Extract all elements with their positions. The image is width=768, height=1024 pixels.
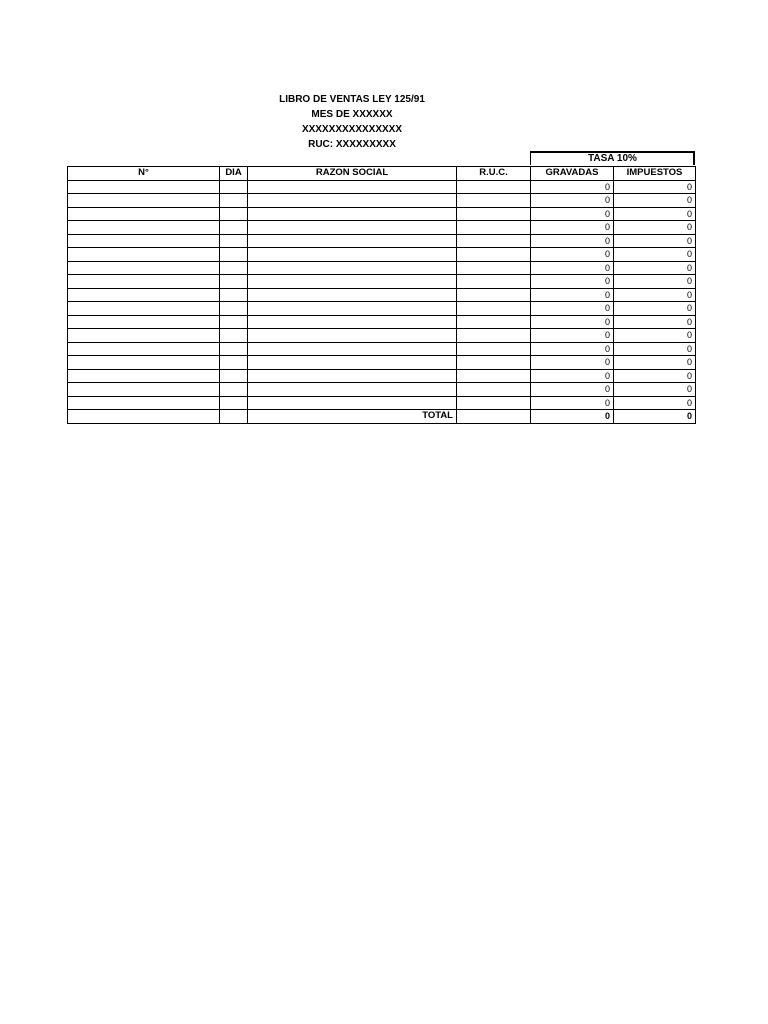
cell-gravadas: 0 <box>531 234 614 248</box>
total-label: TOTAL <box>248 410 457 424</box>
table-row <box>68 288 696 302</box>
cell-razon-social <box>248 288 457 302</box>
cell-razon-social <box>248 207 457 221</box>
cell-impuestos: 0 <box>614 275 696 289</box>
column-header-num: N° <box>68 167 220 181</box>
table-row <box>68 275 696 289</box>
cell-gravadas: 0 <box>531 194 614 208</box>
cell-impuestos: 0 <box>614 180 696 194</box>
cell-dia <box>220 275 248 289</box>
cell-num <box>68 315 220 329</box>
table-row <box>68 221 696 235</box>
cell-dia <box>220 261 248 275</box>
cell-razon-social <box>248 329 457 343</box>
cell-gravadas: 0 <box>531 275 614 289</box>
cell-razon-social <box>248 356 457 370</box>
cell-num <box>68 369 220 383</box>
cell-dia <box>220 369 248 383</box>
cell-gravadas: 0 <box>531 369 614 383</box>
cell-razon-social <box>248 261 457 275</box>
cell-impuestos: 0 <box>614 369 696 383</box>
ruc-line: RUC: XXXXXXXXX <box>308 139 396 150</box>
cell-impuestos: 0 <box>614 396 696 410</box>
document-title: LIBRO DE VENTAS LEY 125/91 <box>279 94 425 105</box>
cell-razon-social <box>248 221 457 235</box>
cell-dia <box>220 180 248 194</box>
cell-num <box>68 342 220 356</box>
total-cell-ruc <box>457 410 531 424</box>
cell-dia <box>220 342 248 356</box>
cell-razon-social <box>248 248 457 262</box>
cell-razon-social <box>248 275 457 289</box>
table-body <box>68 180 696 410</box>
cell-gravadas: 0 <box>531 342 614 356</box>
cell-impuestos: 0 <box>614 383 696 397</box>
table-row <box>68 234 696 248</box>
cell-num <box>68 356 220 370</box>
cell-impuestos: 0 <box>614 221 696 235</box>
table-row <box>68 329 696 343</box>
table-row <box>68 302 696 316</box>
sales-ledger-table <box>67 166 696 424</box>
cell-gravadas: 0 <box>531 302 614 316</box>
cell-ruc <box>457 369 531 383</box>
cell-ruc <box>457 234 531 248</box>
cell-dia <box>220 396 248 410</box>
cell-num <box>68 383 220 397</box>
cell-dia <box>220 207 248 221</box>
cell-gravadas: 0 <box>531 383 614 397</box>
total-cell-dia <box>220 410 248 424</box>
cell-num <box>68 261 220 275</box>
cell-impuestos: 0 <box>614 356 696 370</box>
cell-razon-social <box>248 194 457 208</box>
total-row <box>68 410 696 424</box>
tasa-header: TASA 10% <box>530 151 695 165</box>
month-line: MES DE XXXXXX <box>311 109 393 120</box>
cell-dia <box>220 288 248 302</box>
cell-ruc <box>457 221 531 235</box>
cell-num <box>68 234 220 248</box>
table-row <box>68 383 696 397</box>
cell-ruc <box>457 342 531 356</box>
cell-gravadas: 0 <box>531 207 614 221</box>
cell-razon-social <box>248 396 457 410</box>
table-row <box>68 180 696 194</box>
cell-ruc <box>457 248 531 262</box>
cell-dia <box>220 221 248 235</box>
cell-gravadas: 0 <box>531 315 614 329</box>
cell-num <box>68 288 220 302</box>
cell-impuestos: 0 <box>614 194 696 208</box>
cell-num <box>68 302 220 316</box>
table-row <box>68 194 696 208</box>
column-header-ruc: R.U.C. <box>457 167 531 181</box>
company-name-line: XXXXXXXXXXXXXXX <box>301 124 403 135</box>
table-row <box>68 261 696 275</box>
table-row <box>68 207 696 221</box>
cell-impuestos: 0 <box>614 261 696 275</box>
cell-dia <box>220 383 248 397</box>
cell-gravadas: 0 <box>531 180 614 194</box>
cell-dia <box>220 315 248 329</box>
table-row <box>68 369 696 383</box>
cell-num <box>68 194 220 208</box>
table-row <box>68 248 696 262</box>
cell-razon-social <box>248 342 457 356</box>
cell-impuestos: 0 <box>614 234 696 248</box>
cell-gravadas: 0 <box>531 288 614 302</box>
cell-impuestos: 0 <box>614 288 696 302</box>
total-cell-num <box>68 410 220 424</box>
total-gravadas: 0 <box>531 410 614 424</box>
cell-gravadas: 0 <box>531 248 614 262</box>
cell-ruc <box>457 194 531 208</box>
cell-ruc <box>457 275 531 289</box>
cell-num <box>68 248 220 262</box>
cell-dia <box>220 248 248 262</box>
cell-razon-social <box>248 302 457 316</box>
table-row <box>68 356 696 370</box>
column-header-razon-social: RAZON SOCIAL <box>248 167 457 181</box>
table-row <box>68 315 696 329</box>
cell-dia <box>220 302 248 316</box>
cell-gravadas: 0 <box>531 261 614 275</box>
cell-num <box>68 275 220 289</box>
cell-razon-social <box>248 369 457 383</box>
cell-dia <box>220 194 248 208</box>
cell-razon-social <box>248 315 457 329</box>
cell-ruc <box>457 315 531 329</box>
cell-impuestos: 0 <box>614 248 696 262</box>
document-header <box>232 92 472 152</box>
cell-razon-social <box>248 234 457 248</box>
cell-ruc <box>457 396 531 410</box>
column-header-gravadas: GRAVADAS <box>531 167 614 181</box>
cell-gravadas: 0 <box>531 396 614 410</box>
cell-ruc <box>457 329 531 343</box>
total-impuestos: 0 <box>614 410 696 424</box>
cell-ruc <box>457 261 531 275</box>
table-header-row <box>68 167 696 181</box>
cell-gravadas: 0 <box>531 221 614 235</box>
cell-impuestos: 0 <box>614 315 696 329</box>
table-row <box>68 342 696 356</box>
cell-impuestos: 0 <box>614 302 696 316</box>
cell-razon-social <box>248 180 457 194</box>
cell-dia <box>220 329 248 343</box>
cell-impuestos: 0 <box>614 207 696 221</box>
cell-num <box>68 329 220 343</box>
cell-dia <box>220 234 248 248</box>
column-header-impuestos: IMPUESTOS <box>614 167 696 181</box>
column-header-dia: DIA <box>220 167 248 181</box>
cell-gravadas: 0 <box>531 329 614 343</box>
cell-impuestos: 0 <box>614 342 696 356</box>
cell-ruc <box>457 180 531 194</box>
cell-gravadas: 0 <box>531 356 614 370</box>
cell-razon-social <box>248 383 457 397</box>
cell-impuestos: 0 <box>614 329 696 343</box>
table-row <box>68 396 696 410</box>
cell-num <box>68 180 220 194</box>
cell-num <box>68 207 220 221</box>
cell-num <box>68 396 220 410</box>
cell-dia <box>220 356 248 370</box>
cell-ruc <box>457 207 531 221</box>
cell-ruc <box>457 302 531 316</box>
cell-ruc <box>457 356 531 370</box>
cell-num <box>68 221 220 235</box>
cell-ruc <box>457 383 531 397</box>
cell-ruc <box>457 288 531 302</box>
